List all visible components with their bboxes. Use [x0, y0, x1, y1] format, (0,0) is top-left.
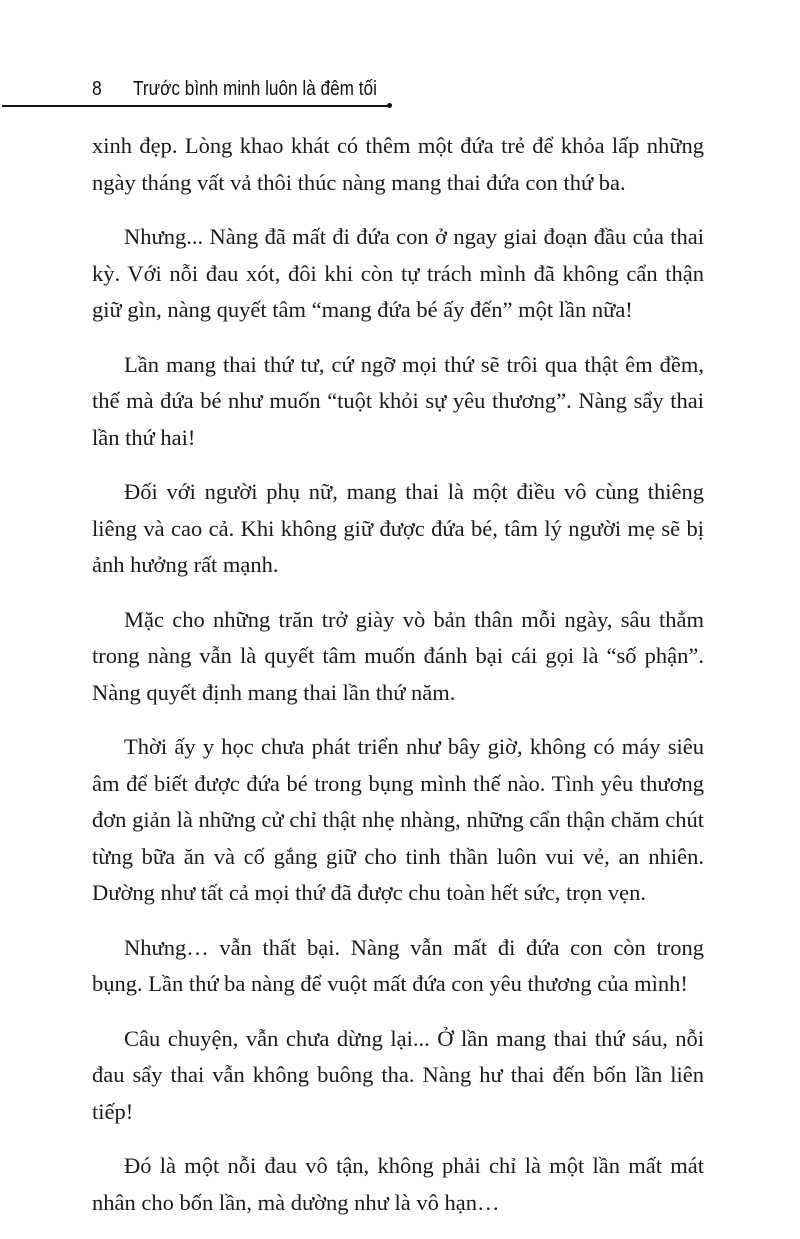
- paragraph: Đó là một nỗi đau vô tận, không phải chỉ là một lần mất mát nhân cho bốn lần, mà dường như là vô hạn…: [92, 1153, 704, 1215]
- running-header: [0, 76, 800, 106]
- header-rule: [2, 105, 390, 107]
- header-rule-dot: [387, 103, 392, 108]
- running-title: Trước bình minh luôn là đêm tối: [133, 78, 377, 100]
- paragraph: Lần mang thai thứ tư, cứ ngỡ mọi thứ sẽ trôi qua thật êm đềm, thế mà đứa bé như muốn “tuột khỏi sự yêu thương”. Nàng sẩy thai lần thứ hai!: [92, 351, 704, 450]
- page-number: 8: [92, 78, 102, 100]
- paragraph: Nhưng… vẫn thất bại. Nàng vẫn mất đi đứa con còn trong bụng. Lần thứ ba nàng để vuột mất đứa con yêu thương của mình!: [92, 934, 704, 996]
- paragraph: Thời ấy y học chưa phát triển như bây giờ, không có máy siêu âm để biết được đứa bé trong bụng mình thế nào. Tình yêu thương đơn giản là những cử chỉ thật nhẹ nhàng, những cẩn thận chăm chút từng bữa ăn và cố gắng giữ cho tinh thần luôn vui vẻ, an nhiên. Dường như tất cả mọi thứ đã được chu toàn hết sức, trọn vẹn.: [92, 734, 704, 905]
- paragraph: Nhưng... Nàng đã mất đi đứa con ở ngay giai đoạn đầu của thai kỳ. Với nỗi đau xót, đôi khi còn tự trách mình đã không cẩn thận giữ gìn, nàng quyết tâm “mang đứa bé ấy đến” một lần nữa!: [92, 224, 704, 322]
- paragraph: Mặc cho những trăn trở giày vò bản thân mỗi ngày, sâu thẳm trong nàng vẫn là quyết tâm muốn đánh bại cái gọi là “số phận”. Nàng quyết định mang thai lần thứ năm.: [92, 606, 704, 705]
- paragraph: xinh đẹp. Lòng khao khát có thêm một đứa trẻ để khỏa lấp những ngày tháng vất vả thôi thúc nàng mang thai đứa con thứ ba.: [92, 133, 704, 195]
- paragraph: Đối với người phụ nữ, mang thai là một điều vô cùng thiêng liêng và cao cả. Khi không giữ được đứa bé, tâm lý người mẹ sẽ bị ảnh hưởng rất mạnh.: [92, 479, 704, 577]
- body-text: [92, 128, 704, 1239]
- paragraph: Câu chuyện, vẫn chưa dừng lại... Ở lần mang thai thứ sáu, nỗi đau sẩy thai vẫn không buông tha. Nàng hư thai đến bốn lần liên tiếp!: [92, 1025, 704, 1124]
